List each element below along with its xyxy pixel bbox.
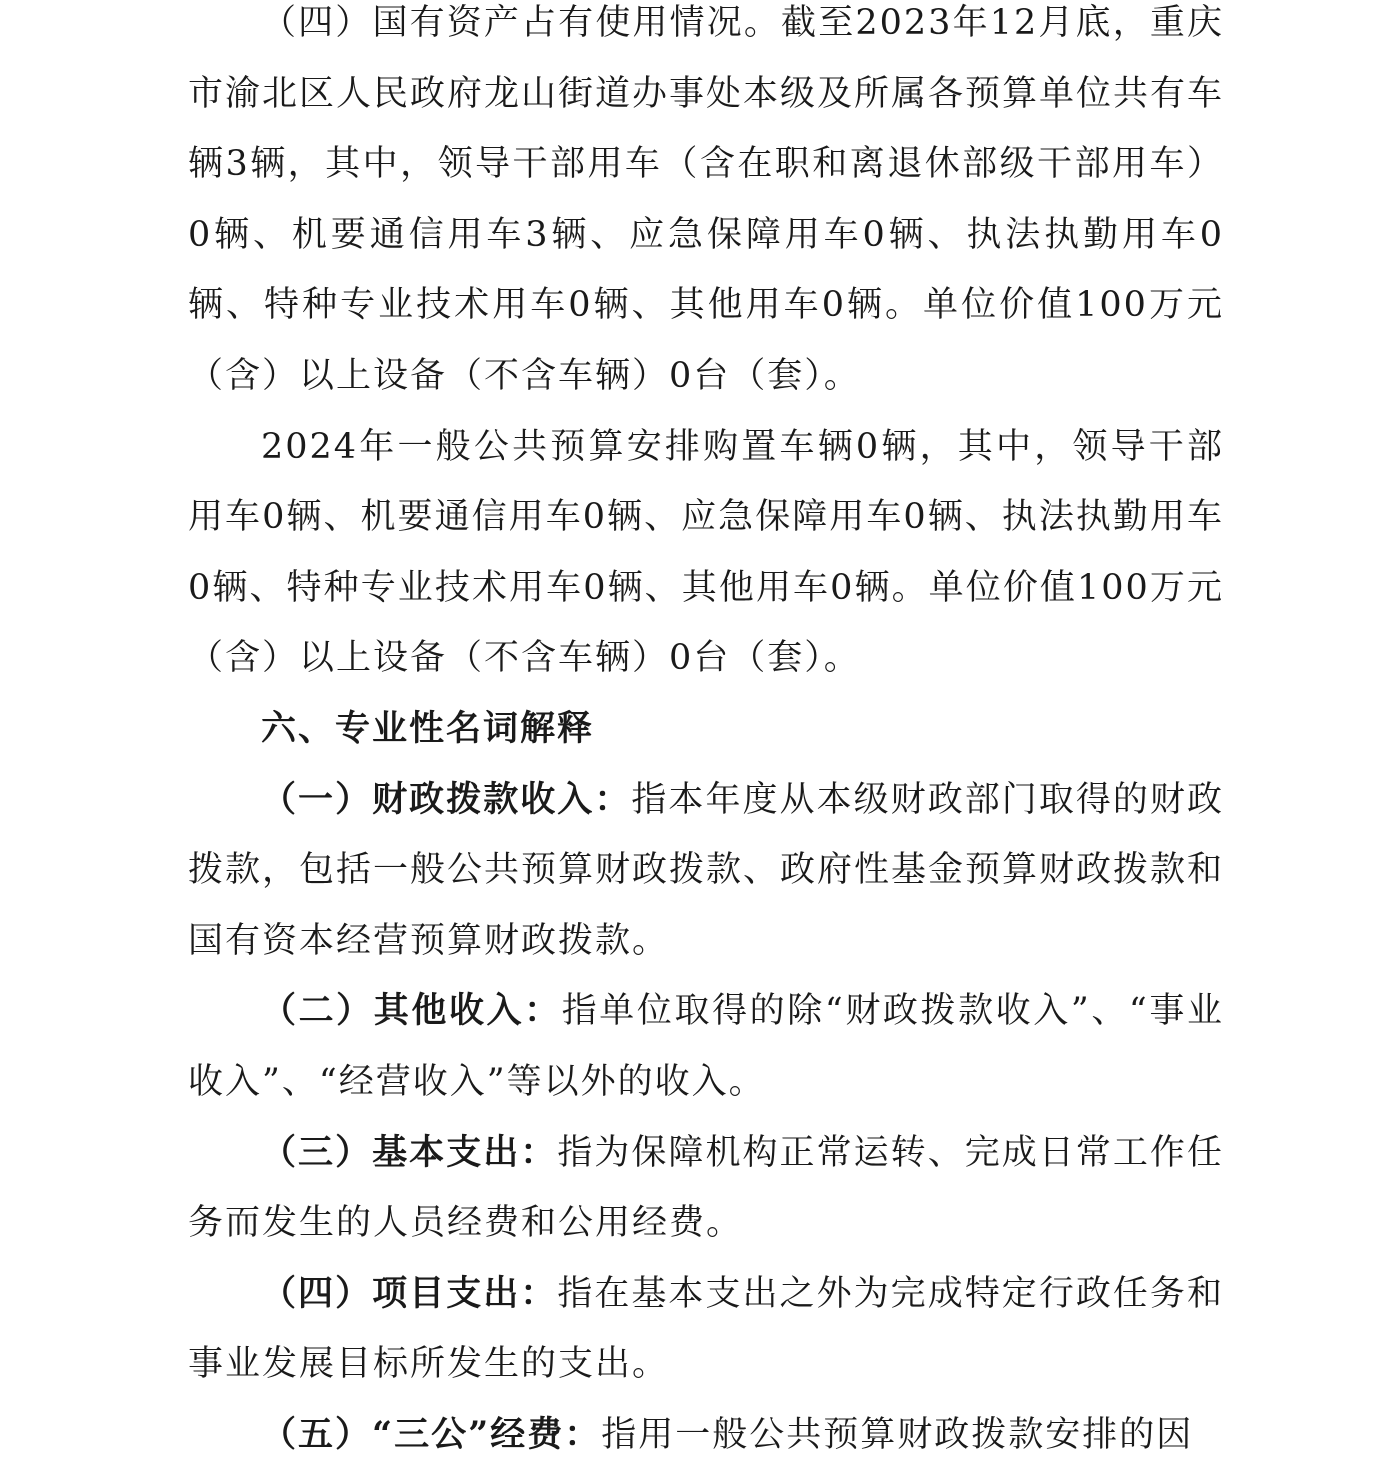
definition-term: （二）其他收入： [261, 990, 562, 1032]
paragraph-body-text: 2024年一般公共预算安排购置车辆0辆，其中，领导干部用车0辆、机要通信用车0辆、应急保障用车0辆、执法执勤用车0辆、特种专业技术用车0辆、其他用车0辆。单位价值100万元（含）以上设备（不含车辆）0台（套）。 [188, 426, 1224, 679]
definition-text: 指本年度从本级财政部门取得的财政拨款，包括一般公共预算财政拨款、政府性基金预算财政拨款和国有资本经营预算财政拨款。 [188, 779, 1225, 961]
definition-term: （四）项目支出： [261, 1272, 558, 1314]
definition-text: 指用一般公共预算财政拨款安排的因 [601, 1414, 1194, 1455]
definition-item [188, 1118, 1224, 1259]
definition-term: （一）财政拨款收入： [261, 778, 632, 820]
paragraph-vehicle-purchase [188, 412, 1224, 694]
definition-item [188, 976, 1224, 1117]
paragraph-lead-label: （四） [261, 3, 373, 43]
section-heading: 六、专业性名词解释 [261, 708, 595, 749]
definition-text: 指在基本支出之外为完成特定行政任务和事业发展目标所发生的支出。 [188, 1273, 1224, 1385]
paragraph-state-assets [188, 0, 1224, 412]
definition-text: 指为保障机构正常运转、完成日常工作任务而发生的人员经费和公用经费。 [188, 1132, 1224, 1244]
definition-text: 指单位取得的除“财政拨款收入”、“事业收入”、“经营收入”等以外的收入。 [188, 991, 1224, 1102]
document-page [188, 0, 1224, 1470]
definition-item [188, 765, 1224, 977]
definition-item [188, 1259, 1224, 1400]
paragraph-body-text: 国有资产占有使用情况。截至2023年12月底，重庆市渝北区人民政府龙山街道办事处本级及所属各预算单位共有车辆3辆，其中，领导干部用车（含在职和离退休部级干部用车）0辆、机要通信用车3辆、应急保障用车0辆、执法执勤用车0辆、特种专业技术用车0辆、其他用车0辆。单位价值100万元（含）以上设备（不含车辆）0台（套）。 [188, 3, 1225, 396]
definition-term: （五）“三公”经费： [261, 1413, 602, 1455]
definition-term: （三）基本支出： [261, 1131, 558, 1173]
definition-item [188, 1400, 1224, 1470]
